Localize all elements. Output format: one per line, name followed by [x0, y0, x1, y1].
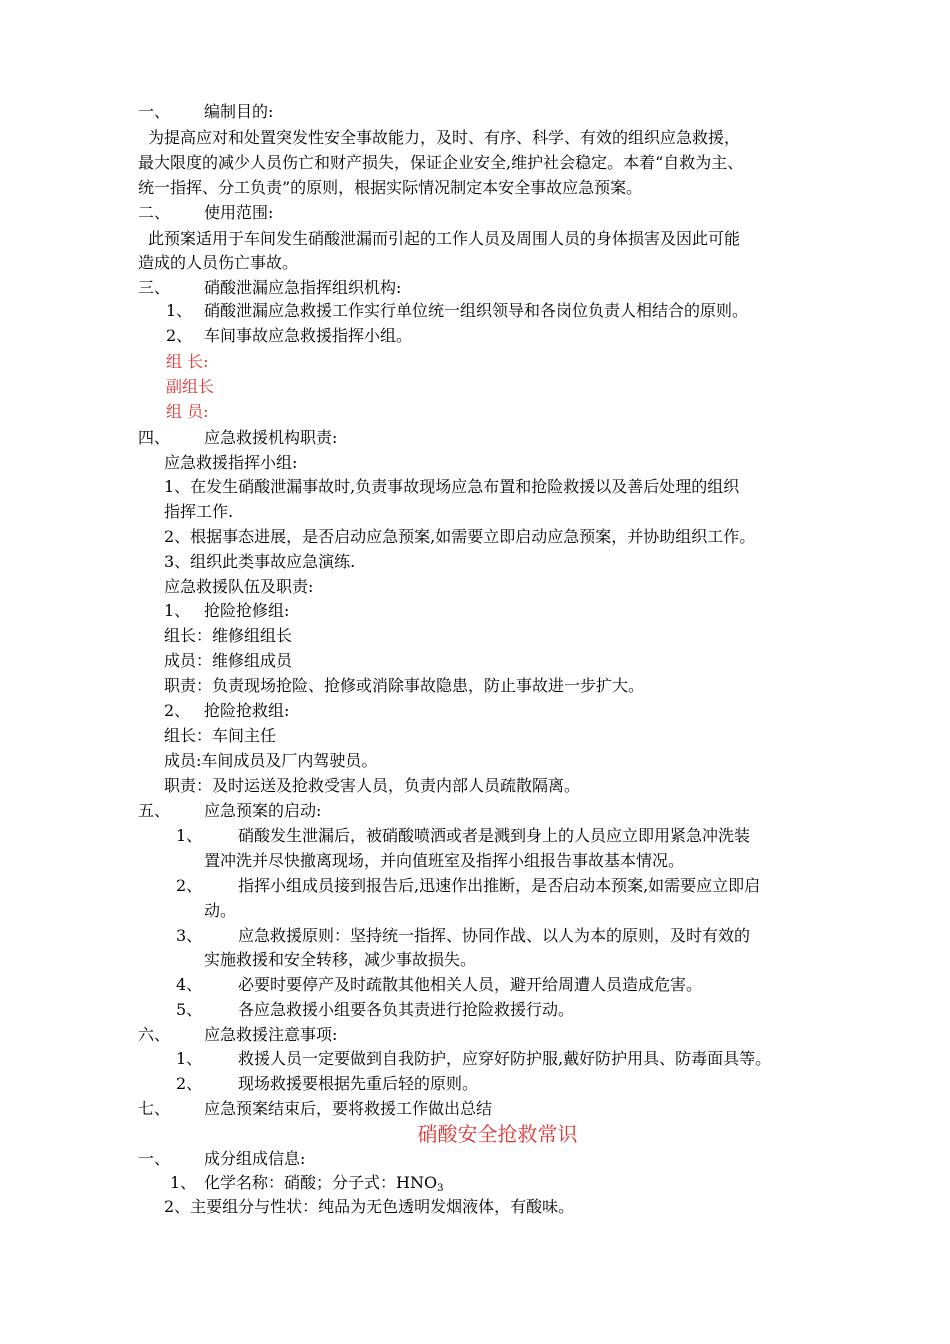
list-item [176, 874, 760, 898]
item-text: 现场救援要根据先重后轻的原则。 [238, 1074, 479, 1093]
section-1-heading [138, 100, 273, 124]
part-2-heading [138, 1147, 305, 1171]
paragraph-line: 组长：车间主任 [164, 726, 277, 745]
item-number: 2、 [176, 876, 203, 895]
role-deputy-leader: 副组长 [166, 377, 215, 396]
role-leader: 组 长: [166, 352, 209, 371]
paragraph-line: 统一指挥、分工负责”的原则，根据实际情况制定本安全事故应急预案。 [138, 178, 643, 197]
item-text: 硝酸发生泄漏后，被硝酸喷洒或者是溅到身上的人员应立即用紧急冲洗装 [238, 826, 751, 845]
item-number: 1、 [164, 601, 191, 620]
section-5-heading [138, 799, 321, 823]
document-subtitle: 硝酸安全抢救常识 [417, 1122, 578, 1146]
section-2-heading [138, 201, 273, 225]
item-number: 1、 [176, 826, 203, 845]
section-title: 应急预案结束后，要将救援工作做出总结 [204, 1099, 493, 1118]
item-number: 3、 [176, 926, 203, 945]
item-text: 抢险抢修组: [204, 601, 290, 620]
list-item [176, 1072, 478, 1096]
item-text: 指挥小组成员接到报告后,迅速作出推断，是否启动本预案,如需要应立即启 [238, 876, 761, 895]
paragraph-line: 2、根据事态进展，是否启动应急预案,如需要立即启动应急预案，并协助组织工作。 [164, 527, 756, 546]
section-number: 五、 [138, 801, 171, 820]
list-item [164, 699, 289, 723]
paragraph-line: 成员：维修组成员 [164, 651, 293, 670]
paragraph-line: 此预案适用于车间发生硝酸泄漏而引起的工作人员及周围人员的身体损害及因此可能 [148, 229, 741, 248]
paragraph-line: 2、主要组分与性状：纯品为无色透明发烟液体，有酸味。 [164, 1197, 575, 1216]
paragraph-line: 为提高应对和处置突发性安全事故能力，及时、有序、科学、有效的组织应急救援， [148, 128, 741, 147]
item-text: 硝酸泄漏应急救援工作实行单位统一组织领导和各岗位负责人相结合的原则。 [204, 301, 749, 320]
item-number: 2、 [164, 701, 191, 720]
formula-subscript: 3 [437, 1183, 444, 1194]
item-text-continued: 实施救援和安全转移，减少事故损失。 [204, 950, 477, 969]
paragraph-line: 职责：及时运送及抢救受害人员，负责内部人员疏散隔离。 [164, 776, 581, 795]
item-text-continued: 动。 [204, 901, 237, 920]
item-number: 2、 [166, 326, 193, 345]
paragraph-line: 造成的人员伤亡事故。 [138, 253, 299, 272]
section-6-heading [138, 1023, 337, 1047]
item-number: 5、 [176, 1000, 203, 1019]
item-number: 1、 [166, 301, 193, 320]
section-number: 四、 [138, 428, 171, 447]
section-number: 七、 [138, 1099, 171, 1118]
section-number: 一、 [138, 1149, 171, 1168]
section-title: 成分组成信息: [204, 1149, 306, 1168]
paragraph-line: 1、在发生硝酸泄漏事故时,负责事故现场应急布置和抢险救援以及善后处理的组织 [164, 477, 740, 496]
item-text: 救援人员一定要做到自我防护，应穿好防护服,戴好防护用具、防毒面具等。 [238, 1049, 772, 1068]
item-text: 化学名称：硝酸；分子式：HNO [204, 1173, 438, 1192]
item-number: 1、 [176, 1049, 203, 1068]
paragraph-line: 最大限度的减少人员伤亡和财产损失，保证企业安全,维护社会稳定。本着“自救为主、 [138, 153, 744, 172]
list-item [176, 973, 702, 997]
role-member: 组 员: [166, 402, 209, 421]
item-number: 1、 [170, 1173, 197, 1192]
item-text: 各应急救援小组要各负其责进行抢险救援行动。 [238, 1000, 575, 1019]
section-7-heading [138, 1097, 492, 1121]
item-text: 应急救援原则：坚持统一指挥、协同作战、以人为本的原则，及时有效的 [238, 926, 751, 945]
item-text-continued: 置冲洗并尽快撤离现场，并向值班室及指挥小组报告事故基本情况。 [204, 851, 685, 870]
paragraph-line: 3、组织此类事故应急演练. [164, 552, 356, 571]
paragraph-line: 成员:车间成员及厂内驾驶员。 [164, 751, 378, 770]
list-item [164, 599, 289, 623]
section-title: 使用范围: [204, 203, 274, 222]
section-number: 六、 [138, 1025, 171, 1044]
item-number: 2、 [176, 1074, 203, 1093]
item-text: 必要时要停产及时疏散其他相关人员，避开给周遭人员造成危害。 [238, 975, 703, 994]
section-number: 三、 [138, 278, 171, 297]
item-text: 抢险抢救组: [204, 701, 290, 720]
paragraph-line: 应急救援队伍及职责: [164, 577, 314, 596]
section-title: 硝酸泄漏应急指挥组织机构: [204, 278, 402, 297]
section-4-heading [138, 426, 337, 450]
item-number: 4、 [176, 975, 203, 994]
list-item [176, 824, 750, 848]
list-item [170, 1171, 443, 1195]
paragraph-line: 应急救援指挥小组: [164, 453, 298, 472]
paragraph-line: 指挥工作. [164, 502, 234, 521]
list-item [166, 324, 412, 348]
section-title: 编制目的: [204, 102, 274, 121]
paragraph-line: 职责：负责现场抢险、抢修或消除事故隐患，防止事故进一步扩大。 [164, 676, 645, 695]
section-title: 应急预案的启动: [204, 801, 322, 820]
section-title: 应急救援机构职责: [204, 428, 338, 447]
list-item [166, 299, 748, 323]
list-item [176, 1047, 771, 1071]
paragraph-line: 组长：维修组组长 [164, 626, 293, 645]
item-text: 车间事故应急救援指挥小组。 [204, 326, 413, 345]
list-item [176, 924, 750, 948]
section-number: 一、 [138, 102, 171, 121]
section-title: 应急救援注意事项: [204, 1025, 338, 1044]
section-3-heading [138, 276, 401, 300]
section-number: 二、 [138, 203, 171, 222]
list-item [176, 998, 574, 1022]
